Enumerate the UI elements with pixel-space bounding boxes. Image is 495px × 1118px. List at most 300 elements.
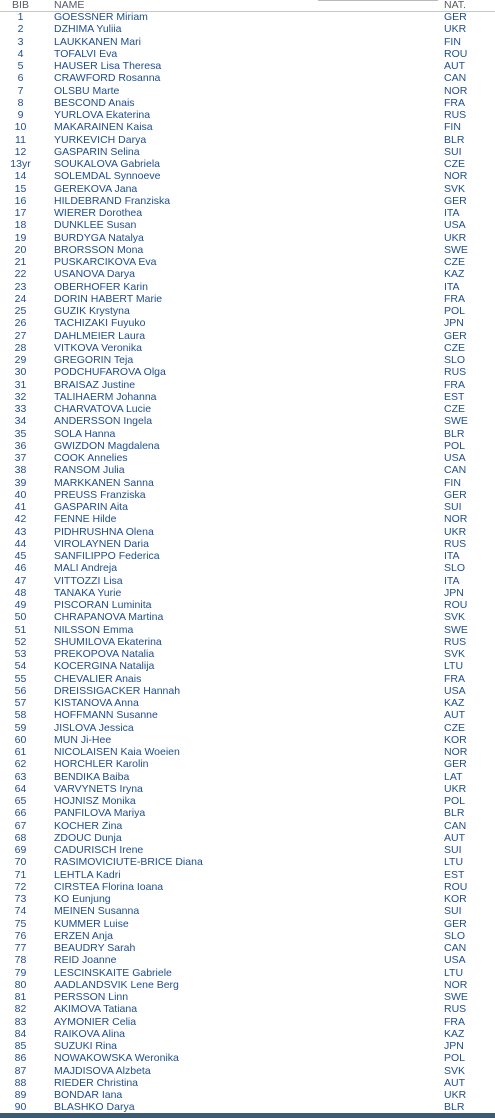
bib-cell: 26 xyxy=(14,317,27,330)
athlete-name-cell: RIEDER Christina xyxy=(54,1076,139,1089)
athlete-name-cell: CIRSTEA Florina Ioana xyxy=(54,880,164,893)
table-row xyxy=(0,954,495,966)
table-row xyxy=(0,195,495,207)
bib-cell: 22 xyxy=(14,268,27,281)
athlete-name-cell: BESCOND Anais xyxy=(54,96,135,109)
bib-cell: 63 xyxy=(14,770,27,783)
table-row xyxy=(0,648,495,660)
bib-cell: 8 xyxy=(17,96,24,109)
athlete-name-cell: AADLANDSVIK Lene Berg xyxy=(54,978,179,991)
table-row xyxy=(0,391,495,403)
nation-cell: SUI xyxy=(444,905,462,918)
athlete-name-cell: KISTANOVA Anna xyxy=(54,697,139,709)
bib-cell: 66 xyxy=(14,807,27,820)
table-row xyxy=(0,734,495,746)
bib-cell: 25 xyxy=(14,305,27,317)
athlete-name-cell: MALI Andreja xyxy=(54,562,118,575)
table-row xyxy=(0,232,495,244)
table-row xyxy=(0,1101,495,1113)
nation-cell: FRA xyxy=(444,1015,465,1028)
bib-cell: 23 xyxy=(14,280,27,293)
table-row xyxy=(0,146,495,158)
bib-cell: 70 xyxy=(14,856,27,869)
table-row xyxy=(0,856,495,868)
bib-cell: 51 xyxy=(14,623,27,636)
bib-cell: 82 xyxy=(14,1003,27,1016)
table-row xyxy=(0,1028,495,1040)
athlete-name-cell: KOCERGINA Natalija xyxy=(54,660,155,673)
bib-cell: 21 xyxy=(14,256,27,268)
athlete-name-cell: ZDOUC Dunja xyxy=(54,831,122,844)
bib-cell: 90 xyxy=(14,1101,27,1114)
athlete-name-cell: GEREKOVA Jana xyxy=(54,182,138,195)
table-row xyxy=(0,219,495,231)
table-row xyxy=(0,979,495,991)
table-row xyxy=(0,23,495,35)
nation-cell: EST xyxy=(444,390,465,403)
athlete-name-cell: NICOLAISEN Kaia Woeien xyxy=(54,746,180,758)
table-row xyxy=(0,317,495,329)
nation-cell: ROU xyxy=(444,880,468,893)
nation-cell: USA xyxy=(444,219,466,232)
bib-cell: 40 xyxy=(14,488,27,501)
nation-cell: BLR xyxy=(444,133,465,146)
athlete-name-cell: GUZIK Krystyna xyxy=(54,305,130,317)
bib-cell: 67 xyxy=(14,819,27,832)
bib-cell: 32 xyxy=(14,390,27,403)
nation-cell: ITA xyxy=(444,550,460,562)
nation-cell: CAN xyxy=(444,464,467,477)
athlete-name-cell: CRAWFORD Rosanna xyxy=(54,72,161,85)
bib-cell: 15 xyxy=(14,182,27,195)
nation-cell: ITA xyxy=(444,280,460,293)
nation-cell: UKR xyxy=(444,1089,467,1101)
bib-cell: 83 xyxy=(14,1015,27,1028)
nation-cell: ITA xyxy=(444,574,460,587)
athlete-name-cell: ANDERSSON Ingela xyxy=(54,415,153,428)
table-row xyxy=(0,636,495,648)
bib-cell: 62 xyxy=(14,758,27,771)
bib-cell: 77 xyxy=(14,942,27,954)
table-row xyxy=(0,452,495,464)
bib-cell: 3 xyxy=(17,35,24,48)
nation-cell: FRA xyxy=(444,672,465,685)
nat-column-header: NAT. xyxy=(444,0,466,11)
athlete-name-cell: GWIZDON Magdalena xyxy=(54,439,160,452)
athlete-name-cell: VARVYNETS Iryna xyxy=(54,782,143,795)
table-row xyxy=(0,85,495,97)
bib-cell: 10 xyxy=(14,121,27,134)
athlete-name-cell: HOJNISZ Monika xyxy=(54,795,136,807)
athlete-name-cell: TANAKA Yurie xyxy=(54,586,122,599)
table-row xyxy=(0,1016,495,1028)
table-row xyxy=(0,967,495,979)
table-row xyxy=(0,697,495,709)
athlete-name-cell: YURKEVICH Darya xyxy=(54,133,147,146)
bib-cell: 81 xyxy=(14,991,27,1003)
athlete-name-cell: FENNE Hilde xyxy=(54,513,117,526)
bib-cell: 45 xyxy=(14,550,27,562)
nation-cell: SUI xyxy=(444,844,462,856)
table-row xyxy=(0,354,495,366)
nation-cell: SVK xyxy=(444,1064,466,1077)
bib-cell: 48 xyxy=(14,586,27,599)
nation-cell: KAZ xyxy=(444,268,465,281)
nation-cell: CZE xyxy=(444,158,465,170)
table-row xyxy=(0,930,495,942)
bib-cell: 11 xyxy=(15,133,26,146)
bib-cell: 58 xyxy=(14,709,27,722)
table-row xyxy=(0,991,495,1003)
athlete-name-cell: KO Eunjung xyxy=(54,893,111,905)
nation-cell: KOR xyxy=(444,893,467,905)
bib-cell: 87 xyxy=(14,1064,27,1077)
table-row xyxy=(0,244,495,256)
table-row xyxy=(0,183,495,195)
bib-cell: 17 xyxy=(14,207,27,219)
table-row xyxy=(0,722,495,734)
table-row xyxy=(0,379,495,391)
bib-cell: 1 xyxy=(17,11,24,23)
athlete-name-cell: COOK Annelies xyxy=(54,452,128,464)
bottom-bar xyxy=(0,1113,495,1118)
athlete-name-cell: BLASHKO Darya xyxy=(54,1101,135,1114)
nation-cell: ROU xyxy=(444,47,468,60)
bib-cell: 59 xyxy=(14,721,27,734)
bib-cell: 78 xyxy=(14,954,27,967)
bib-cell: 28 xyxy=(14,341,27,354)
table-row xyxy=(0,673,495,685)
athlete-name-cell: DAHLMEIER Laura xyxy=(54,329,146,342)
nation-cell: ROU xyxy=(444,599,468,611)
nation-cell: KAZ xyxy=(444,697,465,709)
bib-cell: 7 xyxy=(17,84,24,97)
athlete-name-cell: DREISSIGACKER Hannah xyxy=(54,684,181,697)
table-row xyxy=(0,415,495,427)
nation-cell: FRA xyxy=(444,96,465,109)
athlete-name-cell: PIDHRUSHNA Olena xyxy=(54,525,154,538)
athlete-name-cell: KOCHER Zina xyxy=(54,819,123,832)
athlete-name-cell: CHEVALIER Anais xyxy=(54,672,142,685)
bib-cell: 50 xyxy=(14,611,27,624)
table-row xyxy=(0,1003,495,1015)
athlete-name-cell: DUNKLEE Susan xyxy=(54,219,137,232)
table-row xyxy=(0,562,495,574)
table-row xyxy=(0,599,495,611)
bib-cell: 55 xyxy=(14,672,27,685)
bib-cell: 4 xyxy=(17,47,24,60)
nation-cell: NOR xyxy=(444,84,468,97)
nation-cell: CZE xyxy=(444,341,465,354)
nation-cell: UKR xyxy=(444,231,467,244)
athlete-name-cell: TOFALVI Eva xyxy=(54,47,118,60)
athlete-name-cell: MAKARAINEN Kaisa xyxy=(54,121,153,134)
athlete-name-cell: HILDEBRAND Franziska xyxy=(54,194,171,207)
nation-cell: AUT xyxy=(444,831,465,844)
table-row xyxy=(0,440,495,452)
nation-cell: SLO xyxy=(444,562,466,575)
athlete-name-cell: HORCHLER Karolin xyxy=(54,758,149,771)
athlete-name-cell: GASPARIN Aita xyxy=(54,501,128,513)
table-row xyxy=(0,1089,495,1101)
bib-cell: 12 xyxy=(14,145,27,158)
table-row xyxy=(0,305,495,317)
bib-cell: 35 xyxy=(14,427,27,440)
nation-cell: EST xyxy=(444,868,465,881)
athlete-name-cell: PREKOPOVA Natalia xyxy=(54,648,155,660)
bib-cell: 86 xyxy=(14,1052,27,1065)
athlete-name-cell: HAUSER Lisa Theresa xyxy=(54,60,162,72)
nation-cell: POL xyxy=(444,1052,466,1065)
table-row xyxy=(0,942,495,954)
bib-cell: 85 xyxy=(14,1040,27,1052)
nation-cell: GER xyxy=(444,488,467,501)
bib-cell: 27 xyxy=(14,329,27,342)
bib-cell: 69 xyxy=(14,844,27,856)
table-row xyxy=(0,918,495,930)
athlete-name-cell: JISLOVA Jessica xyxy=(54,721,134,734)
athlete-name-cell: BEAUDRY Sarah xyxy=(54,942,136,954)
table-row xyxy=(0,109,495,121)
table-row xyxy=(0,170,495,182)
athlete-name-cell: DORIN HABERT Marie xyxy=(54,292,163,305)
athlete-name-cell: YURLOVA Ekaterina xyxy=(54,109,151,121)
nation-cell: SWE xyxy=(444,623,468,636)
bib-cell: 49 xyxy=(14,599,27,611)
name-column-header: NAME xyxy=(54,0,85,11)
nation-cell: SVK xyxy=(444,611,466,624)
athlete-name-cell: MUN Ji-Hee xyxy=(54,733,112,746)
athlete-name-cell: PERSSON Linn xyxy=(54,991,129,1003)
athlete-name-cell: BRORSSON Mona xyxy=(54,243,144,256)
table-row xyxy=(0,587,495,599)
bib-cell: 19 xyxy=(14,231,27,244)
bib-cell: 88 xyxy=(14,1076,27,1089)
bib-cell: 54 xyxy=(14,660,27,673)
table-row xyxy=(0,1052,495,1064)
table-row xyxy=(0,11,495,23)
bib-cell: 5 xyxy=(17,60,24,72)
nation-cell: FIN xyxy=(444,121,461,134)
bib-cell: 37 xyxy=(14,452,27,464)
table-row xyxy=(0,158,495,170)
table-row xyxy=(0,624,495,636)
table-row xyxy=(0,832,495,844)
bib-cell: 79 xyxy=(14,966,27,979)
athlete-name-cell: GOESSNER Miriam xyxy=(54,11,148,23)
table-row xyxy=(0,685,495,697)
bib-cell: 68 xyxy=(14,831,27,844)
bib-cell: 46 xyxy=(14,562,27,575)
athlete-name-cell: BURDYGA Natalya xyxy=(54,231,144,244)
bib-cell: 6 xyxy=(17,72,24,85)
nation-cell: FIN xyxy=(444,476,461,489)
athlete-name-cell: OLSBU Marte xyxy=(54,84,120,97)
nation-cell: UKR xyxy=(444,525,467,538)
athlete-name-cell: OBERHOFER Karin xyxy=(54,280,148,293)
bib-column-header: BIB xyxy=(12,0,29,11)
nation-cell: UKR xyxy=(444,782,467,795)
bib-cell: 80 xyxy=(14,978,27,991)
nation-cell: SWE xyxy=(444,991,468,1003)
bib-cell: 57 xyxy=(14,697,27,709)
athlete-name-cell: BENDIKA Baiba xyxy=(54,770,130,783)
table-row xyxy=(0,477,495,489)
bib-cell: 30 xyxy=(14,366,27,379)
nation-cell: USA xyxy=(444,684,466,697)
athlete-name-cell: SANFILIPPO Federica xyxy=(54,550,160,562)
table-row xyxy=(0,72,495,84)
bib-cell: 33 xyxy=(14,403,27,415)
bib-cell: 60 xyxy=(14,733,27,746)
athlete-name-cell: SOLA Hanna xyxy=(54,427,116,440)
table-row xyxy=(0,513,495,525)
nation-cell: POL xyxy=(444,795,466,807)
table-row xyxy=(0,881,495,893)
bib-cell: 71 xyxy=(14,868,27,881)
athlete-name-cell: AKIMOVA Tatiana xyxy=(54,1003,138,1016)
nation-cell: RUS xyxy=(444,537,467,550)
table-row xyxy=(0,758,495,770)
athlete-name-cell: ERZEN Anja xyxy=(54,929,113,942)
table-row xyxy=(0,771,495,783)
athlete-name-cell: PANFILOVA Mariya xyxy=(54,807,146,820)
bib-cell: 64 xyxy=(14,782,27,795)
table-row xyxy=(0,844,495,856)
nation-cell: SLO xyxy=(444,929,466,942)
nation-cell: KOR xyxy=(444,733,467,746)
table-row xyxy=(0,550,495,562)
athlete-name-cell: RANSOM Julia xyxy=(54,464,125,477)
table-row xyxy=(0,489,495,501)
athlete-name-cell: MARKKANEN Sanna xyxy=(54,476,154,489)
bib-cell: 16 xyxy=(14,194,27,207)
nation-cell: POL xyxy=(444,305,466,317)
bib-cell: 72 xyxy=(14,880,27,893)
table-row xyxy=(0,905,495,917)
bib-cell: 34 xyxy=(14,415,27,428)
bib-cell: 47 xyxy=(14,574,27,587)
bib-cell: 56 xyxy=(14,684,27,697)
athlete-name-cell: SHUMILOVA Ekaterina xyxy=(54,635,162,648)
table-row xyxy=(0,807,495,819)
start-list-table xyxy=(0,11,495,1114)
athlete-name-cell: MAJDISOVA Alzbeta xyxy=(54,1064,151,1077)
athlete-name-cell: AYMONIER Celia xyxy=(54,1015,137,1028)
bib-cell: 89 xyxy=(14,1089,27,1101)
nation-cell: BLR xyxy=(444,1101,465,1114)
table-row xyxy=(0,330,495,342)
nation-cell: FRA xyxy=(444,378,465,391)
table-row xyxy=(0,60,495,72)
nation-cell: AUT xyxy=(444,709,465,722)
table-row xyxy=(0,709,495,721)
athlete-name-cell: WIERER Dorothea xyxy=(54,207,143,219)
athlete-name-cell: SUZUKI Rina xyxy=(54,1040,118,1052)
athlete-name-cell: SOLEMDAL Synnoeve xyxy=(54,170,161,183)
table-row xyxy=(0,611,495,623)
nation-cell: AUT xyxy=(444,1076,465,1089)
athlete-name-cell: NILSSON Emma xyxy=(54,623,134,636)
table-row xyxy=(0,342,495,354)
table-row xyxy=(0,134,495,146)
table-row xyxy=(0,36,495,48)
athlete-name-cell: VIROLAYNEN Daria xyxy=(54,537,149,550)
bib-cell: 75 xyxy=(14,917,27,930)
nation-cell: CZE xyxy=(444,403,465,415)
table-row xyxy=(0,207,495,219)
nation-cell: USA xyxy=(444,954,466,967)
table-row xyxy=(0,464,495,476)
athlete-name-cell: RASIMOVICIUTE-BRICE Diana xyxy=(54,856,203,869)
athlete-name-cell: PUSKARCIKOVA Eva xyxy=(54,256,157,268)
nation-cell: POL xyxy=(444,439,466,452)
bib-cell: 44 xyxy=(14,537,27,550)
bib-cell: 73 xyxy=(14,893,27,905)
athlete-name-cell: SOUKALOVA Gabriela xyxy=(54,158,161,170)
table-row xyxy=(0,869,495,881)
bib-cell: 9 xyxy=(17,109,24,121)
nation-cell: RUS xyxy=(444,366,467,379)
nation-cell: SWE xyxy=(444,243,468,256)
bib-cell: 76 xyxy=(14,929,27,942)
bib-cell: 52 xyxy=(14,635,27,648)
nation-cell: NOR xyxy=(444,513,468,526)
nation-cell: LTU xyxy=(444,966,464,979)
nation-cell: GER xyxy=(444,329,467,342)
table-row xyxy=(0,256,495,268)
bib-cell: 43 xyxy=(14,525,27,538)
nation-cell: NOR xyxy=(444,746,468,758)
nation-cell: GER xyxy=(444,917,467,930)
table-row xyxy=(0,268,495,280)
header-divider xyxy=(318,0,438,2)
nation-cell: SUI xyxy=(444,145,462,158)
bib-cell: 14 xyxy=(14,170,27,183)
table-row xyxy=(0,746,495,758)
nation-cell: CAN xyxy=(444,819,467,832)
table-row xyxy=(0,1077,495,1089)
nation-cell: CAN xyxy=(444,72,467,85)
table-row xyxy=(0,526,495,538)
athlete-name-cell: VITKOVA Veronika xyxy=(54,341,142,354)
nation-cell: FIN xyxy=(444,35,461,48)
bib-cell: 13yr xyxy=(10,158,31,170)
nation-cell: JPN xyxy=(444,586,464,599)
nation-cell: SLO xyxy=(444,354,466,366)
athlete-name-cell: RAIKOVA Alina xyxy=(54,1027,126,1040)
nation-cell: UKR xyxy=(444,23,467,36)
athlete-name-cell: LEHTLA Kadri xyxy=(54,868,121,881)
table-row xyxy=(0,538,495,550)
table-row xyxy=(0,293,495,305)
athlete-name-cell: GASPARIN Selina xyxy=(54,145,140,158)
table-row xyxy=(0,281,495,293)
table-row xyxy=(0,795,495,807)
bib-cell: 39 xyxy=(14,476,27,489)
nation-cell: NOR xyxy=(444,978,468,991)
table-row xyxy=(0,121,495,133)
athlete-name-cell: BRAISAZ Justine xyxy=(54,378,136,391)
nation-cell: USA xyxy=(444,452,466,464)
bib-cell: 31 xyxy=(14,378,27,391)
nation-cell: JPN xyxy=(444,317,464,330)
bib-cell: 20 xyxy=(14,243,27,256)
bib-cell: 24 xyxy=(14,292,27,305)
nation-cell: RUS xyxy=(444,635,467,648)
nation-cell: SWE xyxy=(444,415,468,428)
athlete-name-cell: PISCORAN Luminita xyxy=(54,599,152,611)
